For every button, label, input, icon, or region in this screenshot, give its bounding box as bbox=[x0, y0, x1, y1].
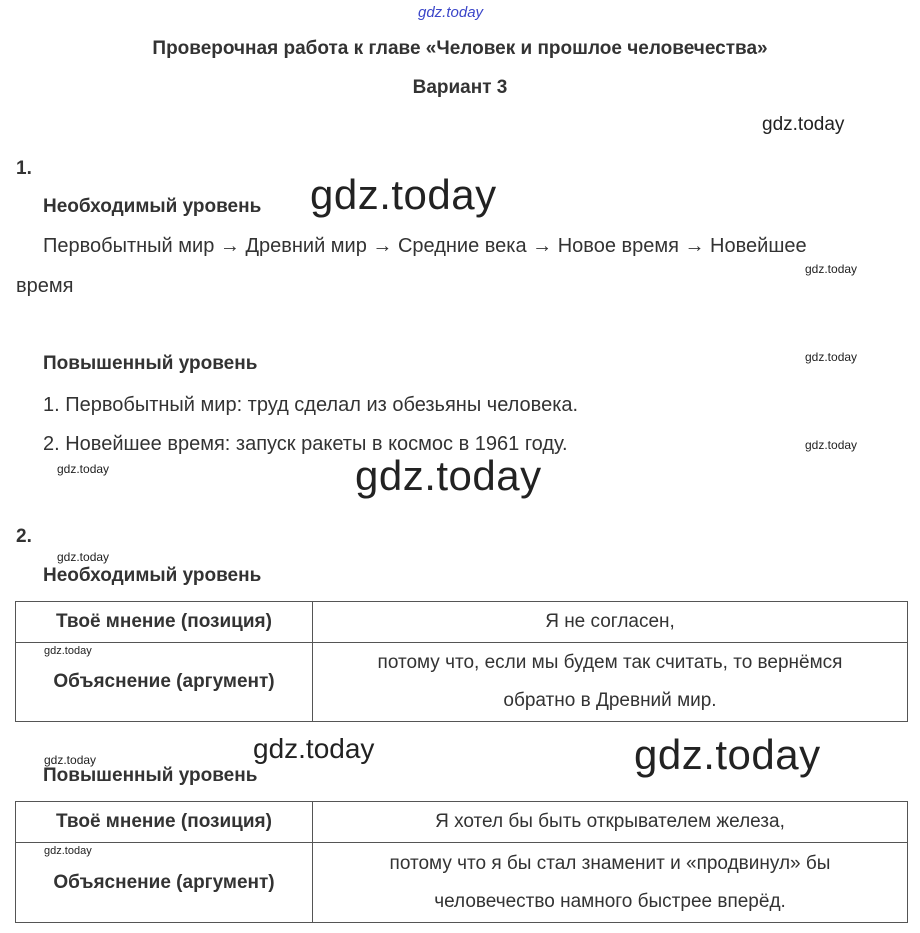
page-title: Проверочная работа к главе «Человек и прошлое человечества» bbox=[152, 38, 768, 59]
level-heading-required: Необходимый уровень bbox=[43, 565, 262, 586]
list-item: 1. Первобытный мир: труд сделал из обезьяны человека. bbox=[43, 394, 579, 416]
level-heading-advanced: Повышенный уровень bbox=[43, 353, 258, 374]
watermark: gdz.today bbox=[57, 462, 110, 476]
position-label: Твоё мнение (позиция) bbox=[16, 802, 313, 843]
position-value: Я хотел бы быть открывателем железа, bbox=[313, 802, 908, 843]
position-value: Я не согласен, bbox=[313, 602, 908, 643]
table-row bbox=[16, 843, 908, 923]
argument-value: потому что, если мы будем так считать, то вернёмся обратно в Древний мир. bbox=[313, 643, 908, 722]
watermark: gdz.today bbox=[310, 171, 497, 218]
watermark: gdz.today bbox=[44, 645, 92, 657]
argument-value: потому что я бы стал знаменит и «продвинул» бы человечество намного быстрее вперёд. bbox=[313, 843, 908, 923]
list-item: 2. Новейшее время: запуск ракеты в космос в 1961 году. bbox=[43, 433, 568, 455]
argument-label: gdz.today Объяснение (аргумент) bbox=[16, 643, 313, 722]
answer-table-advanced bbox=[15, 801, 908, 923]
level-heading-advanced: Повышенный уровень bbox=[43, 765, 258, 786]
watermark: gdz.today bbox=[355, 452, 542, 499]
watermark-top: gdz.today bbox=[418, 4, 484, 21]
answer-line: время bbox=[16, 275, 74, 297]
task-number: 1. bbox=[16, 158, 32, 179]
table-row bbox=[16, 643, 908, 722]
variant-label: Вариант 3 bbox=[412, 77, 508, 98]
position-label: Твоё мнение (позиция) bbox=[16, 602, 313, 643]
task-number: 2. bbox=[16, 526, 32, 547]
watermark: gdz.today bbox=[805, 438, 858, 452]
table-row bbox=[16, 802, 908, 843]
watermark: gdz.today bbox=[253, 733, 375, 764]
watermark: gdz.today bbox=[805, 262, 858, 276]
watermark: gdz.today bbox=[57, 550, 110, 564]
level-heading-required: Необходимый уровень bbox=[43, 196, 262, 217]
watermark: gdz.today bbox=[762, 114, 845, 135]
answer-line: Первобытный мир → Древний мир → Средние века → Новое время → Новейшее bbox=[43, 235, 807, 257]
argument-label: gdz.today Объяснение (аргумент) bbox=[16, 843, 313, 923]
answer-table-required bbox=[15, 601, 908, 722]
watermark: gdz.today bbox=[634, 731, 821, 778]
watermark: gdz.today bbox=[44, 845, 92, 857]
watermark: gdz.today bbox=[805, 350, 858, 364]
table-row bbox=[16, 602, 908, 643]
watermark: gdz.today bbox=[44, 753, 97, 767]
